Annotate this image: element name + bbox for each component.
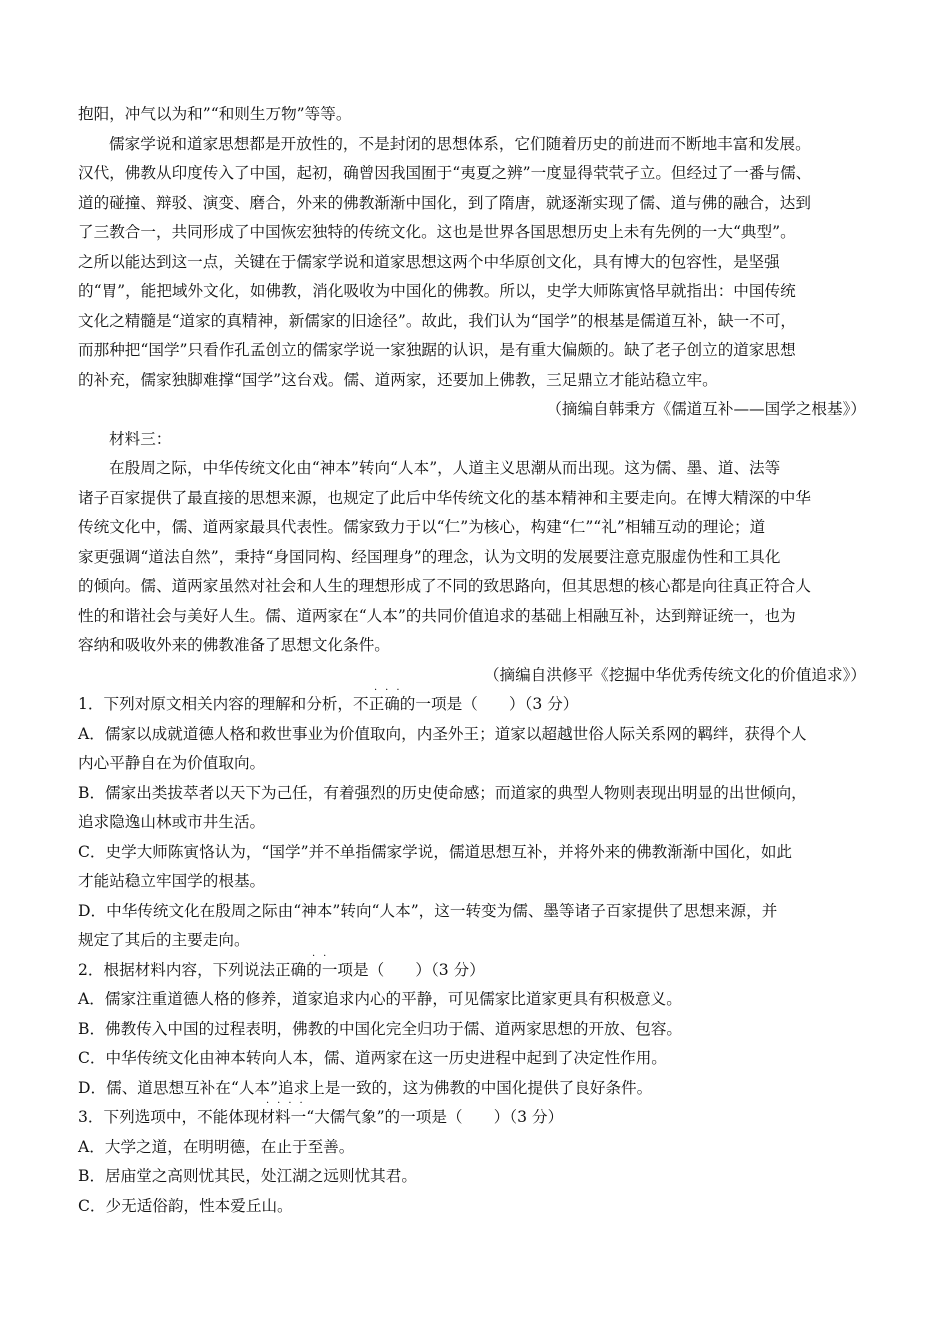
text-line: 之所以能达到这一点，关键在于儒家学说和道家思想这两个中华原创文化，具有博大的包容性，是坚强 [78, 252, 780, 271]
option-line: B．儒家出类拔萃者以天下为己任，有着强烈的历史使命感；而道家的典型人物则表现出明显的出世倾向， [78, 783, 807, 802]
text-line: 在殷周之际，中华传统文化由“神本”转向“人本”，人道主义思潮从而出现。这为儒、墨、道、法等 [109, 459, 781, 477]
emphasis-dots: ···· [266, 1098, 311, 1109]
text-line: 诸子百家提供了最直接的思想来源，也规定了此后中华传统文化的基本精神和主要走向。在博大精深的中华 [78, 488, 811, 507]
option-line: 规定了其后的主要走向。 [78, 931, 250, 949]
option-line: 追求隐逸山林或市井生活。 [78, 813, 266, 831]
question-3-stem: ···· 3．下列选项中，不能体现材料一“大儒气象”的一项是（ ）（3 分） [78, 1098, 564, 1126]
option-line: C．史学大师陈寅恪认为，“国学”并不单指儒家学说，儒道思想互补，并将外来的佛教渐渐中国化，如此 [78, 842, 793, 861]
material-heading: 材料三： [109, 429, 172, 448]
text-line: 抱阳，冲气以为和”“和则生万物”等等。 [78, 105, 352, 123]
exam-page [78, 100, 868, 1221]
option-line: D．中华传统文化在殷周之际由“神本”转向“人本”，这一转变为儒、墨等诸子百家提供了思想来源，并 [78, 901, 778, 920]
option-line: 内心平静自在为价值取向。 [78, 754, 266, 772]
text-line: 儒家学说和道家思想都是开放性的，不是封闭的思想体系，它们随着历史的前进而不断地丰富和发展。 [109, 134, 811, 153]
text-line: 容纳和吸收外来的佛教准备了思想文化条件。 [78, 636, 390, 654]
option-line: B．居庙堂之高则忧其民，处江湖之远则忧其君。 [78, 1167, 417, 1185]
emphasis-dots: ·· [312, 950, 335, 962]
option-line: C．中华传统文化由神本转向人本，儒、道两家在这一历史进程中起到了决定性作用。 [78, 1049, 667, 1067]
text-line: 性的和谐社会与美好人生。儒、道两家在“人本”的共同价值追求的基础上相融互补，达到辩证统一，也为 [78, 606, 796, 625]
text-line: 家更强调“道法自然”，秉持“身国同构、经国理身”的理念，认为文明的发展要注意克服虚伪性和工具化 [78, 547, 781, 566]
text-line: 而那种把“国学”只看作孔孟创立的儒家学说一家独踞的认识，是有重大偏颇的。缺了老子创立的道家思想 [78, 341, 796, 359]
text-line: 的补充，儒家独脚难撑“国学”这台戏。儒、道两家，还要加上佛教，三足鼎立才能站稳立牢。 [78, 370, 718, 389]
source-citation: （摘编自洪修平《挖掘中华优秀传统文化的价值追求》） [483, 665, 866, 684]
text-line: 了三教合一，共同形成了中国恢宏独特的传统文化。这也是世界各国思想历史上未有先例的一大“典型”。 [78, 223, 796, 241]
option-line: A．儒家以成就道德人格和救世事业为价值取向，内圣外王；道家以超越世俗人际关系网的羁绊，获得个人 [78, 724, 807, 743]
text-line: 文化之精髓是“道家的真精神，新儒家的旧途径”。故此，我们认为“国学”的根基是儒道互补，缺一不可， [78, 311, 797, 330]
text-line: 的“胃”，能把域外文化，如佛教，消化吸收为中国化的佛教。所以，史学大师陈寅恪早就指出：中国传统 [78, 282, 796, 300]
question-1-stem: ··· 1．下列对原文相关内容的理解和分析，不正确的一项是（ ）（3 分） [78, 685, 579, 713]
option-line: A．大学之道，在明明德，在止于至善。 [78, 1137, 355, 1156]
option-line: C．少无适俗韵，性本爱丘山。 [78, 1196, 293, 1215]
source-citation: （摘编自韩秉方《儒道互补——国学之根基》） [546, 400, 866, 418]
text-line: 传统文化中，儒、道两家最具代表性。儒家致力于以“仁”为核心，构建“仁”“礼”相辅互动的理论；道 [78, 518, 766, 536]
question-2-stem: ·· 2．根据材料内容，下列说法正确的一项是（ ）（3 分） [78, 950, 485, 979]
option-line: 才能站稳立牢国学的根基。 [78, 872, 266, 890]
option-line: B．佛教传入中国的过程表明，佛教的中国化完全归功于儒、道两家思想的开放、包容。 [78, 1019, 683, 1038]
text-line: 道的碰撞、辩驳、演变、磨合，外来的佛教渐渐中国化，到了隋唐，就逐渐实现了儒、道与佛的融合，达到 [78, 193, 811, 212]
text-line: 汉代，佛教从印度传入了中国，起初，确曾因我国囿于“夷夏之辨”一度显得茕茕孑立。但经过了一番与儒、 [78, 164, 812, 182]
emphasis-dots: ··· [374, 685, 408, 696]
option-line: D．儒、道思想互补在“人本”追求上是一致的，这为佛教的中国化提供了良好条件。 [78, 1078, 653, 1097]
text-line: 的倾向。儒、道两家虽然对社会和人生的理想形成了不同的致思路向，但其思想的核心都是向往真正符合人 [78, 577, 811, 595]
option-line: A．儒家注重道德人格的修养，道家追求内心的平静，可见儒家比道家更具有积极意义。 [78, 990, 682, 1008]
